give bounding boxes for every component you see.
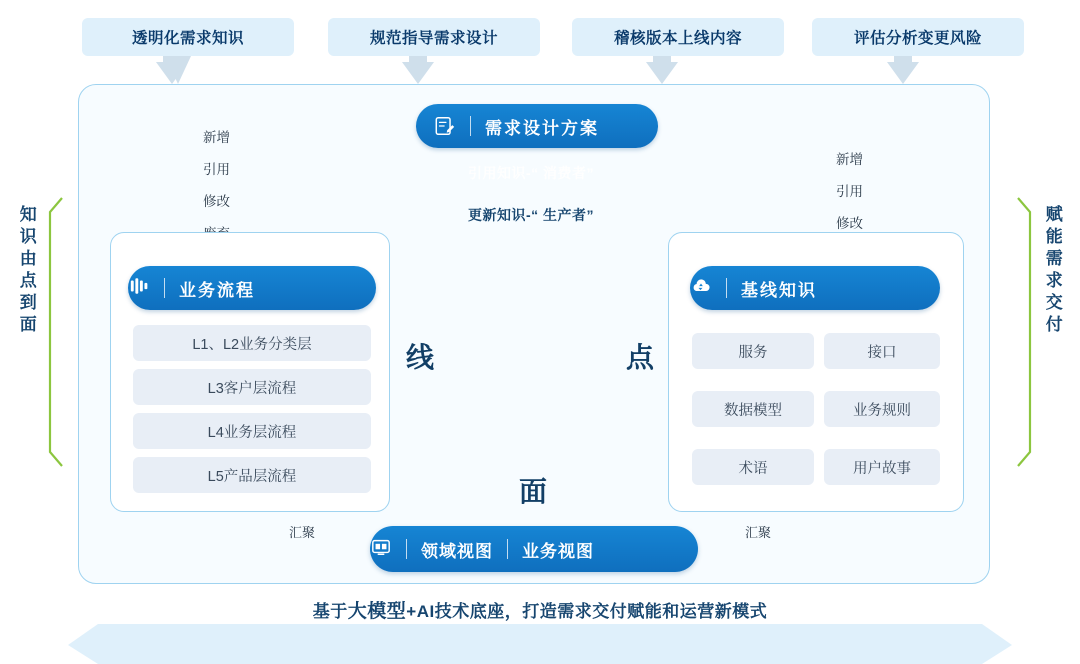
top-pill-3[interactable] (572, 18, 784, 56)
view-card[interactable] (370, 526, 698, 572)
business-process-item-4-label: L5产品层流程 (207, 468, 297, 485)
business-process-item-3[interactable] (133, 413, 371, 449)
right-action-2-label: 引用 (836, 184, 863, 199)
consumer-band-text: 引用知识-“ 消费者” (468, 165, 595, 181)
center-char-line-text: 线 (406, 341, 435, 374)
footer-highlight: 大模型 (347, 601, 407, 622)
footer-prefix: 基于 (312, 602, 348, 621)
top-pill-2[interactable] (328, 18, 540, 56)
left-action-1 (203, 126, 230, 146)
baseline-item-6-label: 用户故事 (853, 460, 911, 477)
baseline-item-4[interactable] (824, 391, 940, 427)
right-action-1 (836, 148, 863, 168)
business-process-item-2[interactable] (133, 369, 371, 405)
business-view-label: 业务视图 (522, 541, 594, 561)
baseline-item-1[interactable] (692, 333, 814, 369)
right-side-caption-text: 赋能需求交付 (1042, 205, 1062, 337)
domain-view-label: 领域视图 (421, 541, 493, 561)
top-pill-1-label: 透明化需求知识 (131, 30, 244, 47)
footer-suffix: +AI技术底座，打造需求交付赋能和运营新模式 (406, 602, 768, 621)
left-action-2 (203, 158, 230, 178)
producer-band-text: 更新知识-“ 生产者” (468, 207, 595, 223)
card-divider (470, 116, 471, 136)
right-action-2 (836, 180, 863, 200)
baseline-item-5-label: 术语 (738, 460, 768, 477)
converge-label-left-text: 汇聚 (289, 525, 316, 540)
top-pill-3-label: 稽核版本上线内容 (613, 30, 742, 47)
top-pill-4-label: 评估分析变更风险 (853, 30, 982, 47)
baseline-knowledge-divider (726, 278, 727, 298)
baseline-knowledge-title: 基线知识 (741, 280, 817, 300)
baseline-item-2-label: 接口 (867, 344, 897, 361)
top-pill-4[interactable] (812, 18, 1024, 56)
center-char-surface (519, 470, 547, 510)
right-action-1-label: 新增 (836, 152, 863, 167)
baseline-knowledge-header[interactable] (690, 266, 940, 310)
view-card-divider-1 (406, 539, 407, 559)
left-action-2-label: 引用 (203, 162, 230, 177)
baseline-item-5[interactable] (692, 449, 814, 485)
converge-label-left (289, 522, 315, 541)
converge-label-right (745, 522, 771, 541)
right-side-caption (1042, 205, 1061, 455)
document-edit-icon (434, 115, 456, 137)
center-char-point (626, 336, 654, 376)
top-pill-1[interactable] (82, 18, 294, 56)
business-process-item-3-label: L4业务层流程 (207, 424, 297, 441)
left-action-3 (203, 190, 230, 210)
right-action-3 (836, 212, 863, 232)
business-process-header[interactable] (128, 266, 376, 310)
left-side-caption-text: 知识由点到面 (16, 205, 36, 337)
business-process-item-4[interactable] (133, 457, 371, 493)
producer-band-label (468, 205, 594, 225)
center-char-point-text: 点 (626, 341, 655, 374)
left-action-1-label: 新增 (203, 130, 230, 145)
baseline-item-3-label: 数据模型 (724, 402, 782, 419)
view-board-icon (370, 537, 392, 562)
baseline-item-1-label: 服务 (738, 344, 768, 361)
baseline-item-4-label: 业务规则 (853, 402, 911, 419)
business-process-divider (164, 278, 165, 298)
business-process-item-2-label: L3客户层流程 (207, 380, 297, 397)
converge-label-right-text: 汇聚 (745, 525, 772, 540)
business-process-item-1[interactable] (133, 325, 371, 361)
footer-statement (0, 596, 1080, 623)
business-process-item-1-label: L1、L2业务分类层 (192, 336, 312, 353)
right-action-3-label: 修改 (836, 216, 863, 231)
baseline-item-3[interactable] (692, 391, 814, 427)
baseline-item-2[interactable] (824, 333, 940, 369)
process-flow-icon (128, 276, 150, 301)
recycle-cloud-icon (690, 276, 712, 301)
baseline-item-6[interactable] (824, 449, 940, 485)
consumer-band-label (468, 163, 594, 183)
center-char-surface-text: 面 (519, 475, 548, 508)
center-char-line (406, 336, 434, 376)
requirement-design-title: 需求设计方案 (485, 118, 599, 138)
top-pill-2-label: 规范指导需求设计 (369, 30, 498, 47)
requirement-design-card[interactable] (416, 104, 658, 148)
view-card-divider-2 (507, 539, 508, 559)
left-side-caption (16, 205, 35, 455)
left-action-3-label: 修改 (203, 194, 230, 209)
business-process-title: 业务流程 (179, 280, 255, 300)
